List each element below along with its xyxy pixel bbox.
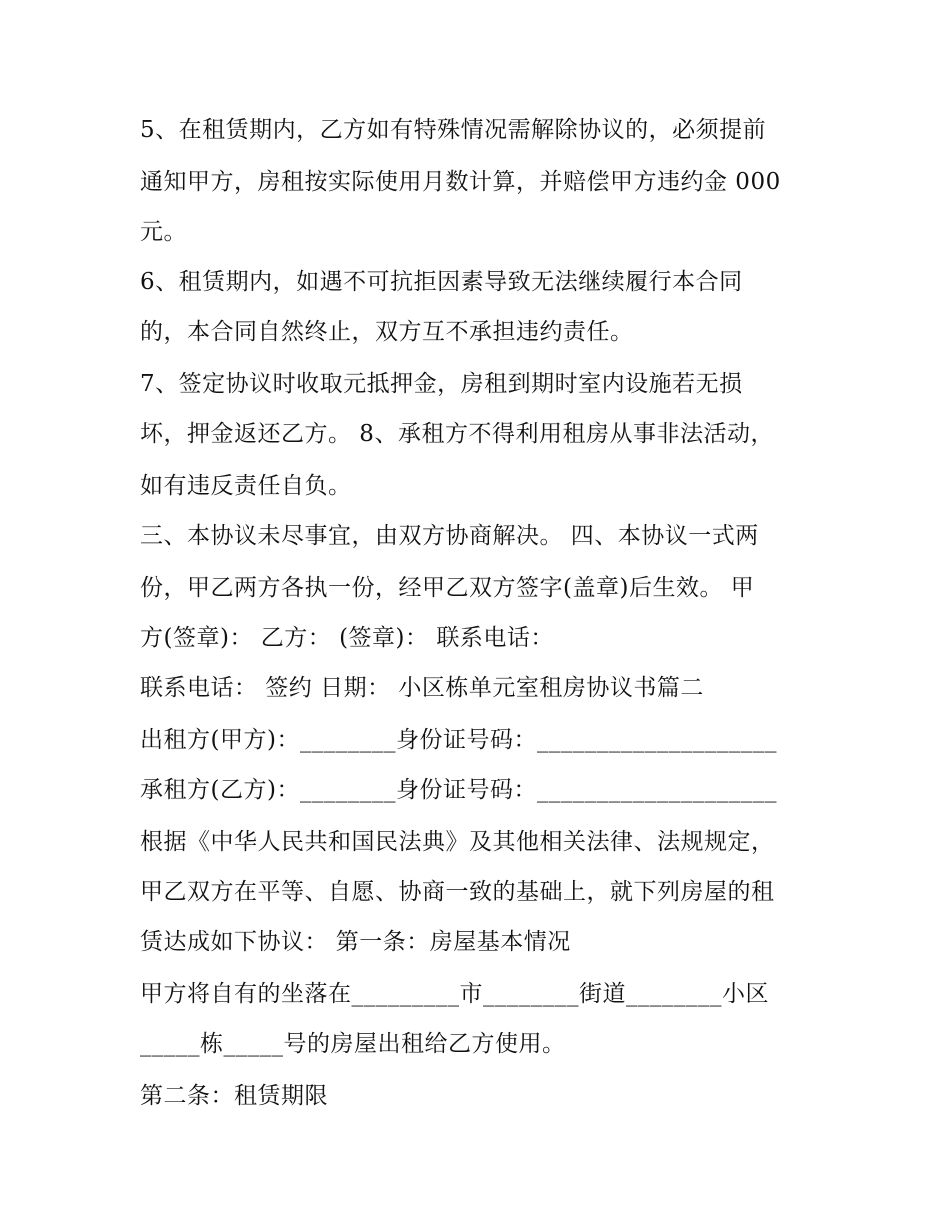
text-line: 如有违反责任自负。 — [140, 473, 352, 499]
text-line: 的，本合同自然终止，双方互不承担违约责任。 — [140, 319, 634, 345]
text-line: 元。 — [140, 219, 187, 245]
text-line: 6、租赁期内，如遇不可抗拒因素导致无法继续履行本合同 — [140, 269, 743, 295]
text-line: 5、在租赁期内，乙方如有特殊情况需解除协议的，必须提前 — [140, 117, 767, 143]
text-line: _____栋_____号的房屋出租给乙方使用。 — [140, 1031, 566, 1057]
text-line: 出租方(甲方)：________身份证号码：____________________ — [140, 727, 777, 753]
text-line: 方(签章)： 乙方： (签章)： 联系电话： — [140, 625, 554, 651]
text-line: 甲乙双方在平等、自愿、协商一致的基础上，就下列房屋的租 — [140, 879, 775, 905]
text-line: 通知甲方，房租按实际使用月数计算，并赔偿甲方违约金 000 — [140, 169, 781, 195]
text-line: 第二条：租赁期限 — [140, 1083, 328, 1109]
text-line: 三、本协议未尽事宜，由双方协商解决。 四、本协议一式两 — [140, 523, 759, 549]
text-line: 甲方将自有的坐落在_________市________街道________小区 — [140, 981, 769, 1007]
text-line: 承租方(乙方)：________身份证号码：____________________ — [140, 777, 777, 803]
text-line: 份，甲乙两方各执一份，经甲乙双方签字(盖章)后生效。 甲 — [140, 575, 755, 601]
text-line: 赁达成如下协议： 第一条：房屋基本情况 — [140, 929, 571, 955]
text-line: 联系电话： 签约 日期： 小区栋单元室租房协议书篇二 — [140, 675, 704, 701]
text-line: 7、签定协议时收取元抵押金，房租到期时室内设施若无损 — [140, 371, 743, 397]
text-line: 坏，押金返还乙方。 8、承租方不得利用租房从事非法活动， — [140, 421, 774, 447]
text-line: 根据《中华人民共和国民法典》及其他相关法律、法规规定， — [140, 829, 775, 855]
